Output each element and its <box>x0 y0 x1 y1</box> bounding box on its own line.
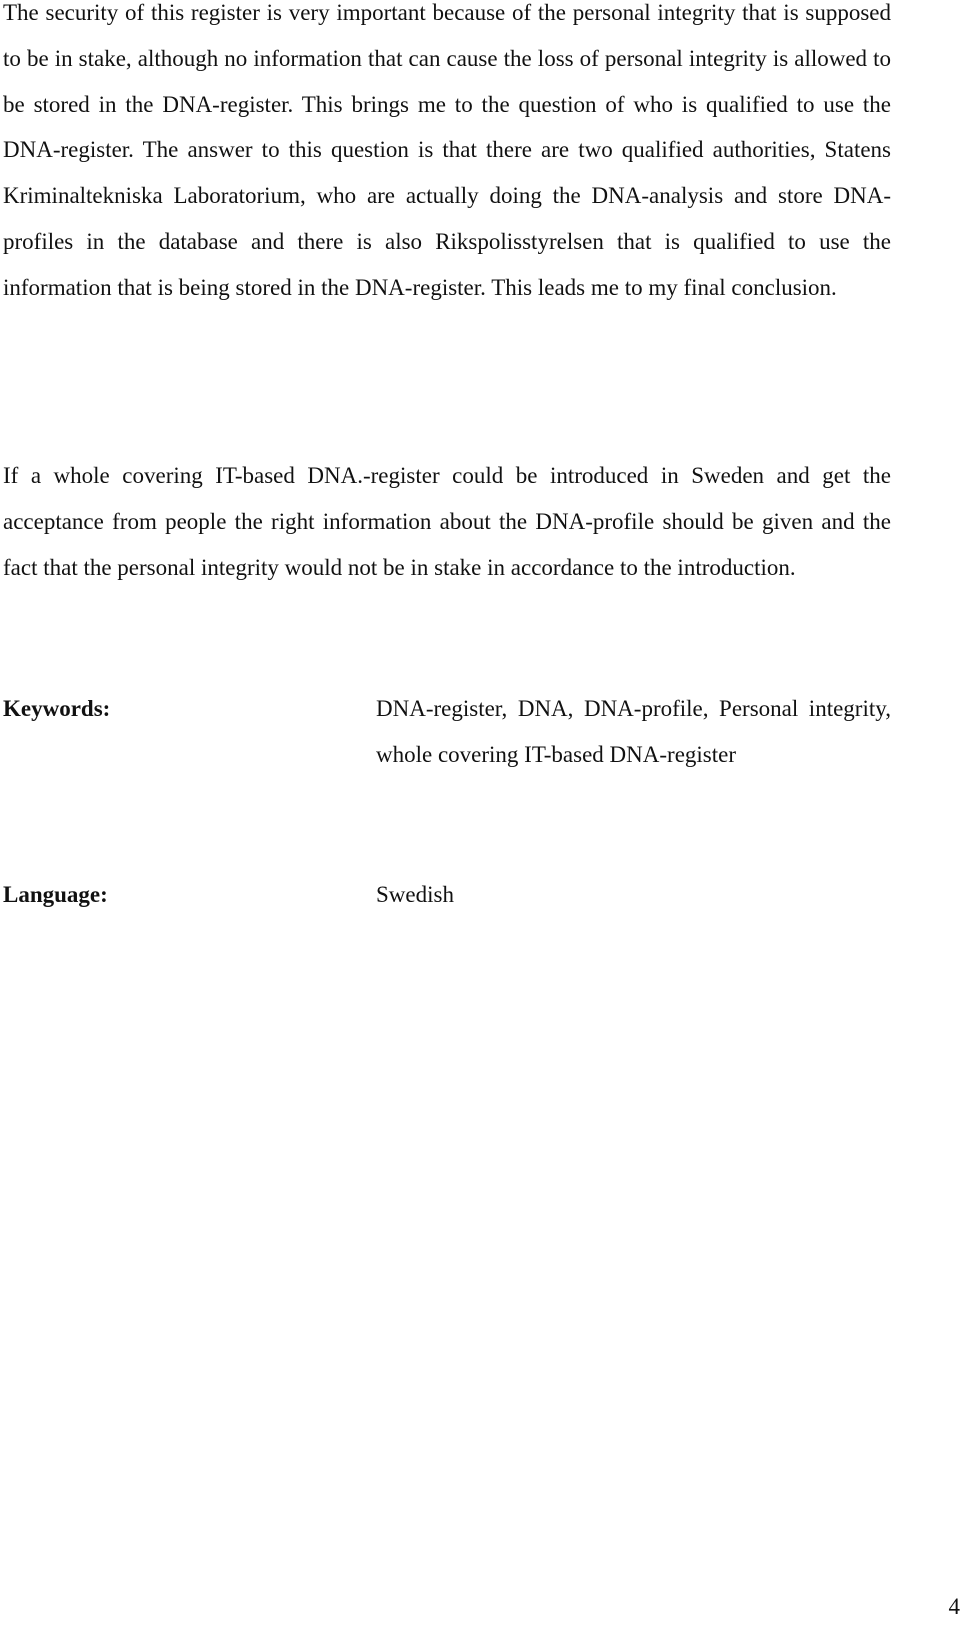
page-number: 4 <box>948 1594 960 1619</box>
language-value: Swedish <box>376 882 454 907</box>
keywords-value: DNA-register, DNA, DNA-profile, Personal integrity, whole covering IT-based DNA-register <box>376 696 891 767</box>
body-paragraph-security: The security of this register is very important because of the personal integrity that is supposed to be in stake, although no information that can cause the loss of personal integrity is allowed to be stored in the DNA-register. This brings me to the question of who is qualified to use the DNA-register. The answer to this question is that there are two qualified authorities, Statens Kriminaltekniska Laboratorium, who are actually doing the DNA-analysis and store DNA-profiles in the database and there is also Rikspolisstyrelsen that is qualified to use the information that is being stored in the DNA-register. This leads me to my final conclusion. <box>3 0 891 300</box>
body-paragraph-conclusion: If a whole covering IT-based DNA.-register could be introduced in Sweden and get the acceptance from people the right information about the DNA-profile should be given and the fact that the personal integrity would not be in stake in accordance to the introduction. <box>3 463 891 580</box>
language-label: Language: <box>3 882 108 907</box>
keywords-label: Keywords: <box>3 696 111 721</box>
